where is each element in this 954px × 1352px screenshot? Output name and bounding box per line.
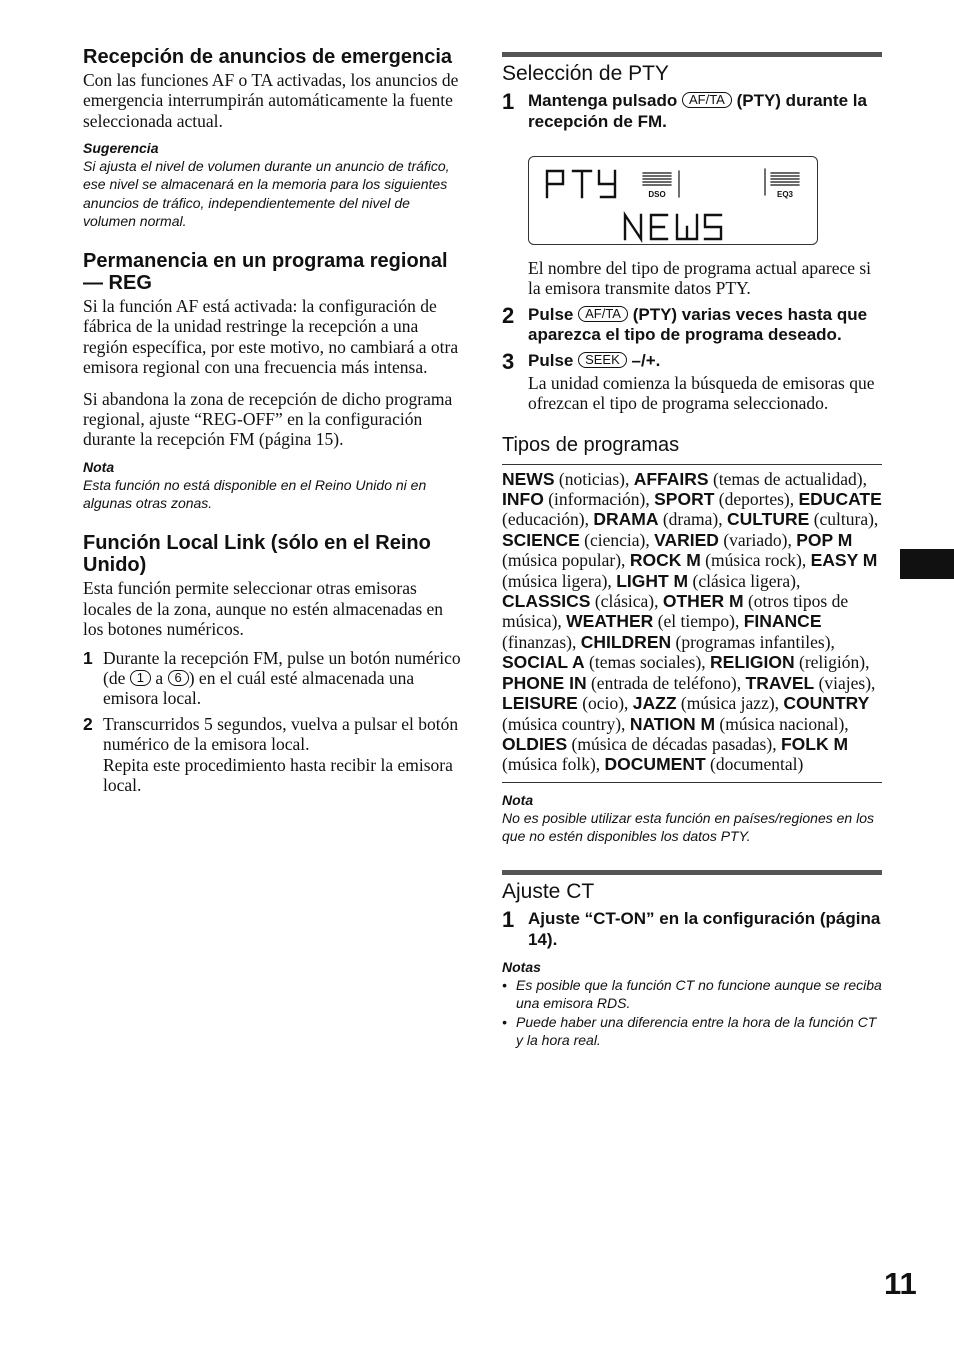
program-type-description: (música jazz), [676,693,784,714]
step-text-a: Pulse [528,304,574,324]
ct-note-text: Puede haber una diferencia entre la hora de la función CT y la hora real. [516,1013,877,1048]
program-type-code: OLDIES [502,733,568,754]
section-title-local-link: Función Local Link (sólo en el Reino Unido) [83,532,431,577]
step-text-b: –/+. [631,350,661,370]
step-text-a: Transcurridos 5 segundos, vuelva a pulsar el botón numérico de la emisora local. [103,713,459,755]
section-title-pty: Selección de PTY [502,62,669,85]
af-ta-button-label: AF/TA [682,92,732,108]
step-text [528,351,660,373]
program-type-description: (el tiempo), [653,611,744,632]
step-text-b: Repita este procedimiento hasta recibir la emisora local. [103,754,453,795]
program-type-code: OTHER M [662,591,744,612]
program-type-description: (documental) [705,754,804,775]
key-1-button-label: 1 [130,670,151,686]
reg-note-text: Esta función no está disponible en el Reino Unido ni en algunas otras zonas. [83,476,427,512]
program-type-description: (drama), [658,509,727,530]
program-type-code: NATION M [629,713,716,734]
program-type-code: COUNTRY [783,693,870,714]
reg-paragraph-2: Si abandona la zona de recepción de dicho programa regional, ajuste “REG-OFF” en la configuración durante la recepción FM (página 15). [83,388,453,450]
dso-label: DSO [648,190,666,199]
step-text [103,648,463,709]
reg-paragraph-1: Si la función AF está activada: la configuración de fábrica de la unidad restringe la recepción a una región específica, por este motivo, no cambiará a otra emisora regional con una frecuencia más intensa. [83,296,459,378]
program-type-code: LIGHT M [616,570,689,591]
program-type-description: (música folk), [502,754,605,775]
bullet-icon: • [502,977,507,994]
program-type-code: DOCUMENT [604,754,706,775]
eq3-label: EQ3 [776,190,794,199]
step-text-c: ) en el cuál esté almacenada una emisora local. [103,667,415,709]
pty-step-1 [502,91,882,132]
program-type-code: CLASSICS [502,591,591,612]
left-column [83,46,463,795]
pty-step-2 [502,302,882,346]
program-type-code: SPORT [654,489,715,510]
step-text-a: Mantenga pulsado [528,91,678,110]
step-text-b: (PTY) durante la recepción de FM. [528,91,867,131]
section-divider [502,52,882,57]
program-type-code: ROCK M [629,550,701,571]
program-type-description: (información), [543,489,655,510]
lcd-display-illustration [528,156,818,245]
tip-text: Si ajusta el nivel de volumen durante un anuncio de tráfico, ese nivel se almacenará en la memoria para los siguientes anuncios de tráfico, independientemente del nivel de volumen normal. [83,158,450,229]
types-top-rule [502,464,882,465]
program-type-description: (temas sociales), [584,652,711,673]
program-type-code: PHONE IN [502,672,587,693]
step-text [103,714,463,796]
page-number: 11 [884,1266,917,1301]
program-type-description: (entrada de teléfono), [586,672,746,693]
program-type-description: (programas infantiles), [671,631,835,652]
program-type-description: (viajes), [814,672,876,693]
step-text-a: Pulse [528,350,574,370]
program-type-description: (música de décadas pasadas), [567,733,781,754]
bullet-icon: • [502,1013,507,1030]
ct-notes-label: Notas [502,959,541,976]
program-type-code: SOCIAL A [502,652,585,673]
local-link-step-1 [83,648,463,709]
step-number: 1 [83,647,93,668]
key-6-button-label: 6 [168,670,189,686]
ct-step-1 [502,909,882,950]
program-type-code: LEISURE [502,693,578,714]
seek-button-label: SEEK [578,352,627,368]
step-number: 1 [502,907,515,933]
reg-note-label: Nota [83,458,115,475]
program-type-code: CHILDREN [580,631,672,652]
program-type-code: FOLK M [780,733,849,754]
program-type-code: NEWS [502,468,555,489]
tip-label: Sugerencia [83,140,159,157]
program-type-description: (religión), [794,652,870,673]
program-type-description: (música ligera), [502,570,617,591]
program-type-code: INFO [502,489,544,510]
section-tab-marker [900,549,954,579]
step-number: 2 [83,713,93,734]
step-text-b: (PTY) varias veces hasta que aparezca el tipo de programa deseado. [528,304,868,345]
pty-step-3 [502,348,882,374]
program-type-description: (cultura), [809,509,879,530]
program-types-list [502,469,882,775]
program-type-code: FINANCE [743,611,822,632]
program-type-description: (noticias), [554,468,634,489]
program-type-code: VARIED [654,529,719,550]
local-link-step-2 [83,714,463,796]
local-link-body: Esta función permite seleccionar otras emisoras locales de la zona, aunque no estén almacenadas en los botones numéricos. [83,578,444,640]
program-type-code: EASY M [810,550,878,571]
ct-note-text: Es posible que la función CT no funcione aunque se reciba una emisora RDS. [516,977,882,1012]
program-type-description: (clásica), [590,591,663,612]
program-type-description: (temas de actualidad), [708,468,867,489]
step-number: 2 [502,302,515,328]
section-title-ct: Ajuste CT [502,880,595,904]
program-type-description: (música country), [502,713,630,734]
display-description: El nombre del tipo de programa actual aparece si la emisora transmite datos PTY. [528,258,872,299]
program-type-code: CULTURE [727,509,810,530]
step-number: 1 [502,89,515,114]
step-number: 3 [502,348,515,374]
program-type-code: POP M [796,529,853,550]
program-type-code: JAZZ [632,693,677,714]
program-type-description: (otros tipos de música), [502,591,849,632]
step-3-description: La unidad comienza la búsqueda de emisoras que ofrezcan el tipo de programa seleccionado. [528,372,875,414]
types-note-label: Nota [502,791,534,808]
program-type-description: (ciencia), [579,529,655,550]
types-bottom-rule [502,782,882,783]
program-type-code: DRAMA [593,509,659,530]
program-type-code: TRAVEL [745,672,815,693]
program-type-description: (música nacional), [715,713,849,734]
step-text-b: a [155,667,164,688]
program-type-code: SCIENCE [502,529,580,550]
program-type-description: (deportes), [714,489,799,510]
program-type-description: (ocio), [577,693,633,714]
program-type-description: (música popular), [502,550,630,571]
section-title-emergency: Recepción de anuncios de emergencia [83,46,453,68]
program-type-description: (educación), [502,509,594,530]
ct-note-item [502,1013,882,1049]
program-type-description: (variado), [718,529,797,550]
step-text [528,91,882,132]
ct-note-item [502,976,882,1012]
program-type-code: EDUCATE [798,489,882,510]
section-divider [502,870,882,875]
program-type-description: (música rock), [700,550,811,571]
types-note-text: No es posible utilizar esta función en países/regiones en los que no estén disponibles los datos PTY. [502,809,874,844]
program-type-description: (clásica ligera), [688,570,801,591]
lcd-display-graphic [529,157,816,243]
step-text [528,305,882,346]
step-text: Ajuste “CT-ON” en la configuración (página 14). [528,909,881,949]
program-type-code: AFFAIRS [633,468,709,489]
af-ta-button-label: AF/TA [578,306,628,322]
program-type-code: RELIGION [710,652,795,673]
program-type-description: (finanzas), [502,631,581,652]
section-title-reg: Permanencia en un programa regional — REG [83,250,448,295]
step-text-a: Durante la recepción FM, pulse un botón numérico (de [103,647,461,688]
emergency-body: Con las funciones AF o TA activadas, los anuncios de emergencia interrumpirán automáticamente la fuente seleccionada actual. [83,70,459,131]
section-title-program-types: Tipos de programas [502,433,680,456]
program-type-code: WEATHER [566,611,654,632]
